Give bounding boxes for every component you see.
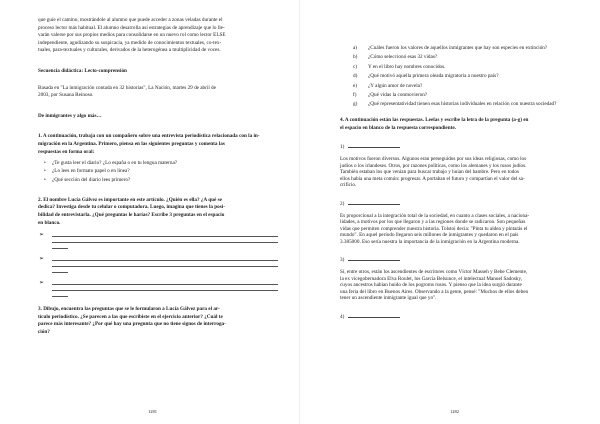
question-item bbox=[340, 83, 572, 90]
text-line: en blanco. bbox=[38, 219, 61, 226]
answer-line[interactable] bbox=[52, 266, 278, 267]
text-line: migración en la Argentina. Primero, piensa en las siguientes preguntas y comenta las bbox=[38, 140, 225, 147]
text-line: que guíe el camino, mostrándole al alumno que puede acceder a zonas veladas durante el bbox=[38, 17, 223, 23]
text-line: tener un ascendiente inmigrante igual que yo". bbox=[340, 295, 437, 302]
answer-1-label: 1) bbox=[340, 143, 572, 150]
answer-line[interactable] bbox=[52, 260, 278, 261]
text-line: dedica? Investiga desde tu celular o computadora. Luego, imagina que tienes la posi- bbox=[38, 204, 225, 211]
answer-2-text bbox=[340, 213, 572, 246]
question-letter: b) bbox=[353, 54, 358, 61]
topic-heading: De inmigrantes y algo más… bbox=[38, 112, 102, 119]
text-line: la ex vicegobernadora Elva Roulet, los García Belsunce, el intelectual Manuel Sadosky, bbox=[340, 275, 523, 282]
question-text: ¿Qué representatividad tienen esas historias individuales en relación con nuestra sociedad? bbox=[368, 101, 557, 108]
question-letter: d) bbox=[353, 73, 358, 80]
text-line: También estaban los que venían para buscar trabajo y huían del hambre. Pero en todos bbox=[340, 169, 519, 176]
answer-1-text bbox=[340, 156, 572, 189]
text-line: crificio. bbox=[340, 182, 357, 189]
exercise-4-instructions bbox=[340, 117, 572, 132]
answer-3-blank[interactable] bbox=[348, 256, 400, 261]
question-text: ¿Qué vidas la conmovieron? bbox=[368, 91, 428, 98]
text-line: ellos había una meta común: progresar. A portaban el futuro y compartían el valor del sa- bbox=[340, 175, 525, 182]
text-line: tuales, para-textuales y culturales, derivados de la heterogénea a multiplicidad de voces. bbox=[38, 47, 221, 54]
answer-line[interactable] bbox=[52, 236, 278, 237]
intro-paragraph bbox=[38, 17, 278, 55]
question-item bbox=[340, 54, 572, 61]
answer-line[interactable] bbox=[52, 296, 68, 297]
question-write-area-2[interactable] bbox=[38, 255, 278, 273]
question-text: ¿Y algún amor de novela? bbox=[368, 82, 423, 89]
question-item bbox=[340, 73, 572, 80]
text-line: bilidad de entrevistarla. ¿Qué preguntas le harías? Escribe 3 preguntas en el espacio bbox=[38, 211, 225, 218]
answer-line[interactable] bbox=[52, 284, 278, 285]
arrow-bullet-icon: ➢ bbox=[39, 256, 45, 263]
arrow-bullet-icon: ➢ bbox=[39, 280, 45, 287]
page-number: 1282 bbox=[450, 409, 459, 414]
text-line: 1. A continuación, trabaja con un compañero sobre una entrevista periodística relacionada con la in- bbox=[38, 133, 260, 140]
bullet-item: • ¿Lo lees en formato papel o en línea? bbox=[52, 167, 278, 175]
question-letter: a) bbox=[353, 45, 358, 51]
question-item bbox=[340, 45, 572, 52]
text-line: independiente, agudizando su suspicacia, ya medido de conocimientos textuales, co-tex- bbox=[38, 39, 222, 46]
text-line: cuyos ancestros habían huido de los pogroms rusos. Y pienso que la idea surgió durante bbox=[340, 282, 522, 289]
question-text: ¿Cuáles fueron los valores de aquellos inmigrantes que hay son especies en extinción? bbox=[368, 45, 548, 51]
text-line: ción? bbox=[38, 328, 50, 335]
question-letter: g) bbox=[353, 101, 358, 108]
answer-4-label: 4) bbox=[340, 313, 572, 320]
question-item bbox=[340, 101, 572, 108]
text-line: Es proporcional a la integración total de la sociedad, en cuanto a clases sociales, a naciona- bbox=[340, 212, 530, 219]
exercise-2-instructions bbox=[38, 197, 278, 227]
question-letter: e) bbox=[353, 82, 358, 89]
right-page bbox=[300, 0, 600, 424]
answer-line[interactable] bbox=[52, 290, 278, 291]
text-line: 2. El nombre Lucía Gálvez es importante en este artículo. ¿Quién es ella? ¿A qué se bbox=[38, 196, 222, 203]
text-line: vidas que permiten comprender nuestra historia. Tolstoi decía: "Pinta tu aldea y pintarás el bbox=[340, 225, 528, 232]
question-item bbox=[340, 92, 572, 99]
question-write-area-3[interactable] bbox=[38, 279, 278, 297]
text-line: 3.385000. Eso sería nuestra la importancia de la inmigración en la Argentina moderna. bbox=[340, 238, 520, 245]
answer-line[interactable] bbox=[52, 242, 278, 243]
source-citation bbox=[38, 85, 278, 100]
text-line: el espacio en blanco de la respuesta correspondiente. bbox=[340, 124, 456, 131]
text-line: lidades, a motivos por los que llegaron y a las regiones donde se radicaron. Son pequeñas bbox=[340, 219, 526, 226]
bullet-item: • ¿Te gusta leer el diario? ¿Lo españa o en tu lengua materna? bbox=[52, 159, 278, 167]
question-letter: c) bbox=[353, 63, 358, 70]
answer-line[interactable] bbox=[52, 248, 68, 249]
answer-2-label: 2) bbox=[340, 200, 572, 207]
answer-line[interactable] bbox=[52, 272, 68, 273]
text-line: 2003, por Susana Reinoso. bbox=[38, 92, 94, 99]
exercise-1-instructions bbox=[38, 133, 278, 156]
sequence-title: Secuencia didáctica: Lecto-comprensión bbox=[38, 67, 127, 74]
exercise-3-instructions bbox=[38, 306, 278, 336]
answer-1-blank[interactable] bbox=[348, 143, 400, 148]
question-text: ¿Cómo seleccionó esas 32 vidas? bbox=[368, 54, 438, 61]
text-line: tículo periodístico. ¿Se parecen a las que escribiste en el ejercicio anterior? ¿Cuál te bbox=[38, 313, 223, 320]
text-line: 4. A continuación están las respuestas. Leelas y escribe la letra de la pregunta (a-g) en bbox=[340, 117, 529, 124]
question-write-area-1[interactable] bbox=[38, 231, 278, 249]
text-line: 3. Dibujo, encuentra las preguntas que se le formularon a Lucía Gálvez para el ar- bbox=[38, 306, 220, 313]
exercise-1-bullets bbox=[38, 159, 278, 184]
answer-2-blank[interactable] bbox=[348, 200, 400, 205]
answer-3-label: 3) bbox=[340, 256, 572, 263]
text-line: Los motivos fueron diversos. Algunos eran perseguidos por sus ideas religiosas, como los bbox=[340, 156, 527, 163]
question-item bbox=[340, 64, 572, 71]
text-line: mundo". En aquel período llegaron seis millones de inmigrantes y quedaron en el país bbox=[340, 232, 519, 239]
text-line: Sí, entre otros, están los ascendientes de escritores como Víctor Masseh y Bebe Clemente, bbox=[340, 269, 528, 276]
page-number: 1281 bbox=[148, 409, 157, 414]
question-list bbox=[340, 45, 572, 108]
bullet-item: • ¿Qué sección del diario lees primero? bbox=[52, 176, 278, 184]
question-letter: f) bbox=[353, 91, 357, 98]
text-line: proceso lector más habitual. El alumno desarrolla así estrategias de aprendizaje que lo lle- bbox=[38, 24, 225, 31]
text-line: judíos o los irlandeses. Otros, por razones políticas, como los alemanes y los rusos judíos. bbox=[340, 162, 527, 169]
question-text: Y en el libro hay nombres conocidos. bbox=[368, 63, 446, 70]
text-line: parece más interesante? ¿Por qué hay una pregunta que no tiene signos de interroga- bbox=[38, 321, 226, 328]
answer-4-blank[interactable] bbox=[348, 313, 400, 318]
text-line: respuestas en forma oral: bbox=[38, 148, 95, 155]
text-line: Basada en "La inmigración contada en 32 historias", La Nación, martes 29 de abril de bbox=[38, 84, 216, 91]
arrow-bullet-icon: ➢ bbox=[39, 232, 45, 239]
question-text: ¿Qué motivó aquella primera oleada migratoria a nuestro país? bbox=[368, 73, 499, 80]
text-line: varán valerse por sus propios medios para consolidarse en un nuevo rol como lector ELSE bbox=[38, 32, 226, 39]
answer-3-text bbox=[340, 269, 572, 302]
text-line: una feria del libro en Buenos Aires. Observando a la gente, pensé: "Muchos de ellos deben bbox=[340, 288, 529, 295]
